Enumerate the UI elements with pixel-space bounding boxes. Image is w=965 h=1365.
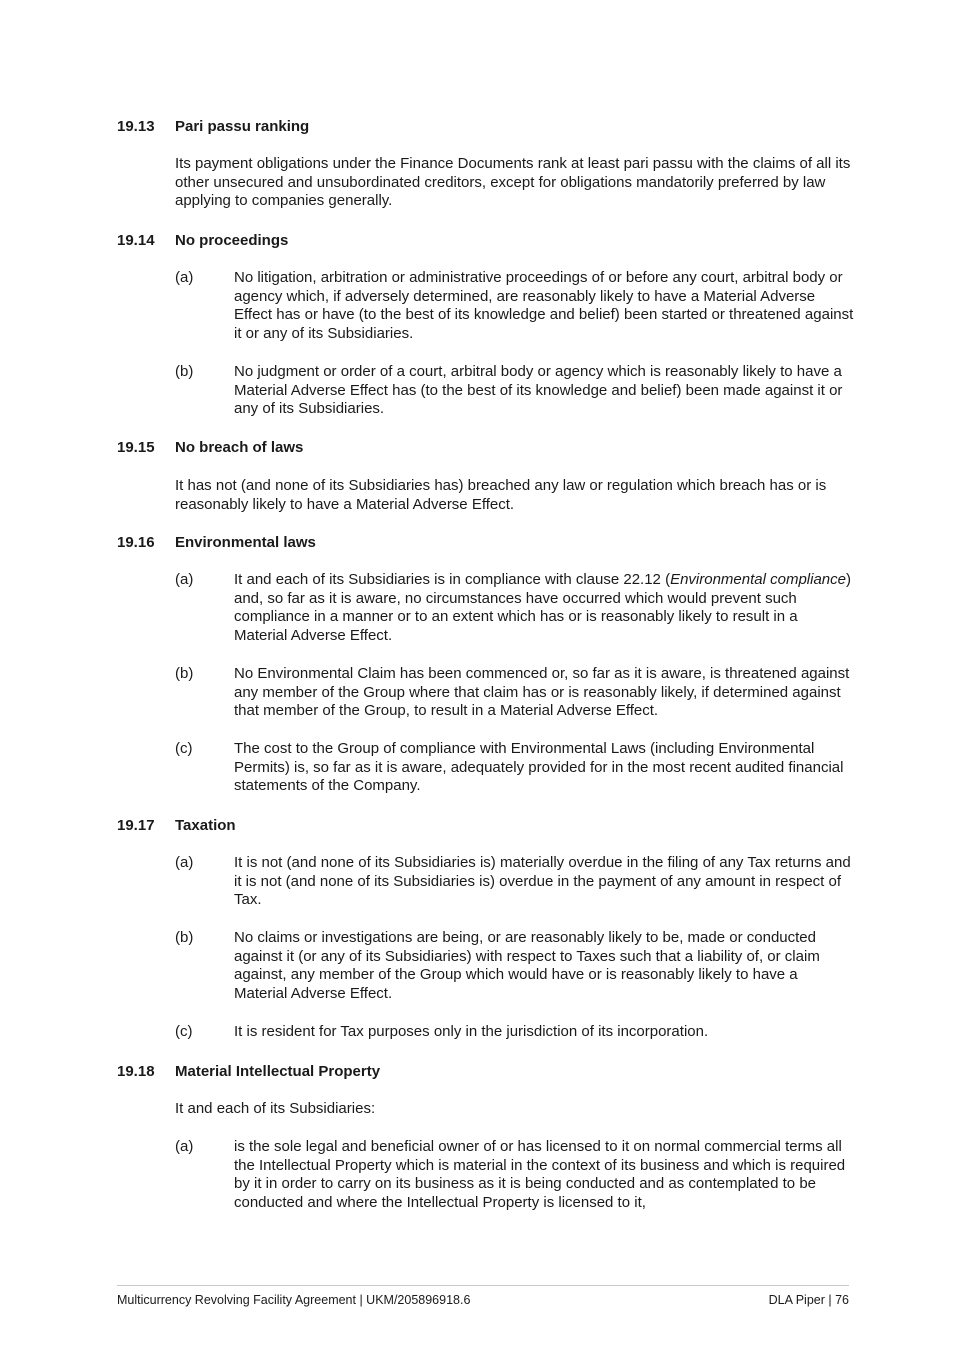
list-text: No claims or investigations are being, or are reasonably likely to be, made or conducted against it (or any of its Subsidiaries) with respect to Taxes such that a liability of, or claim against, any member of the Group which would have or is reasonably likely to have a Material Adverse Effect. (234, 929, 820, 1003)
list-item-19-16-a (175, 571, 855, 646)
section-number: 19.13 (117, 118, 155, 135)
list-text: No litigation, arbitration or administrative proceedings of or before any court, arbitral body or agency which, if adversely determined, are reasonably likely to have a Material Adverse Effect has or have (to the best of its knowledge and belief) been started or threatened against it or any of its Subsidiaries. (234, 269, 854, 343)
section-title: No proceedings (175, 232, 289, 249)
heading-19-15 (117, 438, 303, 457)
clause-reference: Environmental compliance (670, 571, 846, 588)
section-title: Environmental laws (175, 534, 316, 551)
list-item-19-14-b (175, 363, 855, 419)
list-label: (a) (175, 571, 194, 588)
heading-19-13 (117, 117, 309, 136)
section-title: Taxation (175, 817, 236, 834)
list-text: It and each of its Subsidiaries is in compliance with clause 22.12 (Environmental compliance) and, so far as it is aware, no circumstances have occurred which would prevent such compliance in a manner or to an extent which has or is reasonably likely to result in a Material Adverse Effect. (234, 571, 851, 645)
section-number: 19.17 (117, 817, 155, 834)
section-number: 19.18 (117, 1063, 155, 1080)
heading-19-17 (117, 816, 236, 835)
section-title: Pari passu ranking (175, 118, 310, 135)
list-text: is the sole legal and beneficial owner of or has licensed to it on normal commercial terms all the Intellectual Property which is material in the context of its business and which is required by it in order to carry on its business as it is being conducted and as contemplated to be conducted and where the Intellectual Property is licensed to it, (234, 1138, 846, 1212)
list-item-19-16-b (175, 665, 855, 721)
list-text: No Environmental Claim has been commenced or, so far as it is aware, is threatened against any member of the Group where that claim has or is reasonably likely, if determined against that member of the Group, to result in a Material Adverse Effect. (234, 665, 850, 720)
list-item-19-14-a (175, 269, 855, 344)
list-text: No judgment or order of a court, arbitral body or agency which is reasonably likely to have a Material Adverse Effect has (to the best of its knowledge and belief) been made against it or any of its Subsidiaries. (234, 363, 843, 418)
paragraph-19-18-intro: It and each of its Subsidiaries: (175, 1100, 376, 1117)
list-label: (b) (175, 363, 194, 380)
list-text: The cost to the Group of compliance with Environmental Laws (including Environmental Permits) is, so far as it is aware, adequately provided for in the most recent audited financial statements of the Company. (234, 740, 844, 795)
list-text: It is resident for Tax purposes only in the jurisdiction of its incorporation. (234, 1023, 709, 1040)
list-item-19-17-a (175, 854, 855, 910)
list-label: (c) (175, 740, 193, 757)
list-label: (a) (175, 269, 194, 286)
paragraph-19-13: Its payment obligations under the Finance Documents rank at least pari passu with the claims of all its other unsecured and unsubordinated creditors, except for obligations mandatorily preferred by law applying to companies generally. (175, 155, 851, 210)
list-label: (a) (175, 854, 194, 871)
list-label: (c) (175, 1023, 193, 1040)
list-label: (b) (175, 929, 194, 946)
heading-19-14 (117, 231, 288, 250)
heading-19-16 (117, 533, 316, 552)
footer-document-reference: Multicurrency Revolving Facility Agreement | UKM/205896918.6 (117, 1293, 471, 1307)
footer-page-number: DLA Piper | 76 (768, 1293, 849, 1307)
list-label: (b) (175, 665, 194, 682)
section-number: 19.14 (117, 232, 155, 249)
list-item-19-18-a (175, 1138, 855, 1213)
heading-19-18 (117, 1062, 380, 1081)
footer-divider (117, 1285, 849, 1286)
section-title: No breach of laws (175, 439, 304, 456)
list-item-19-16-c (175, 740, 855, 796)
section-number: 19.16 (117, 534, 155, 551)
list-label: (a) (175, 1138, 194, 1155)
list-item-19-17-c (175, 1023, 855, 1042)
list-item-19-17-b (175, 929, 855, 1004)
paragraph-19-15: It has not (and none of its Subsidiaries has) breached any law or regulation which breach has or is reasonably likely to have a Material Adverse Effect. (175, 477, 827, 513)
list-text: It is not (and none of its Subsidiaries is) materially overdue in the filing of any Tax returns and it is not (and none of its Subsidiaries is) overdue in the payment of any amount in respect of Tax. (234, 854, 851, 909)
section-title: Material Intellectual Property (175, 1063, 381, 1080)
section-number: 19.15 (117, 439, 155, 456)
